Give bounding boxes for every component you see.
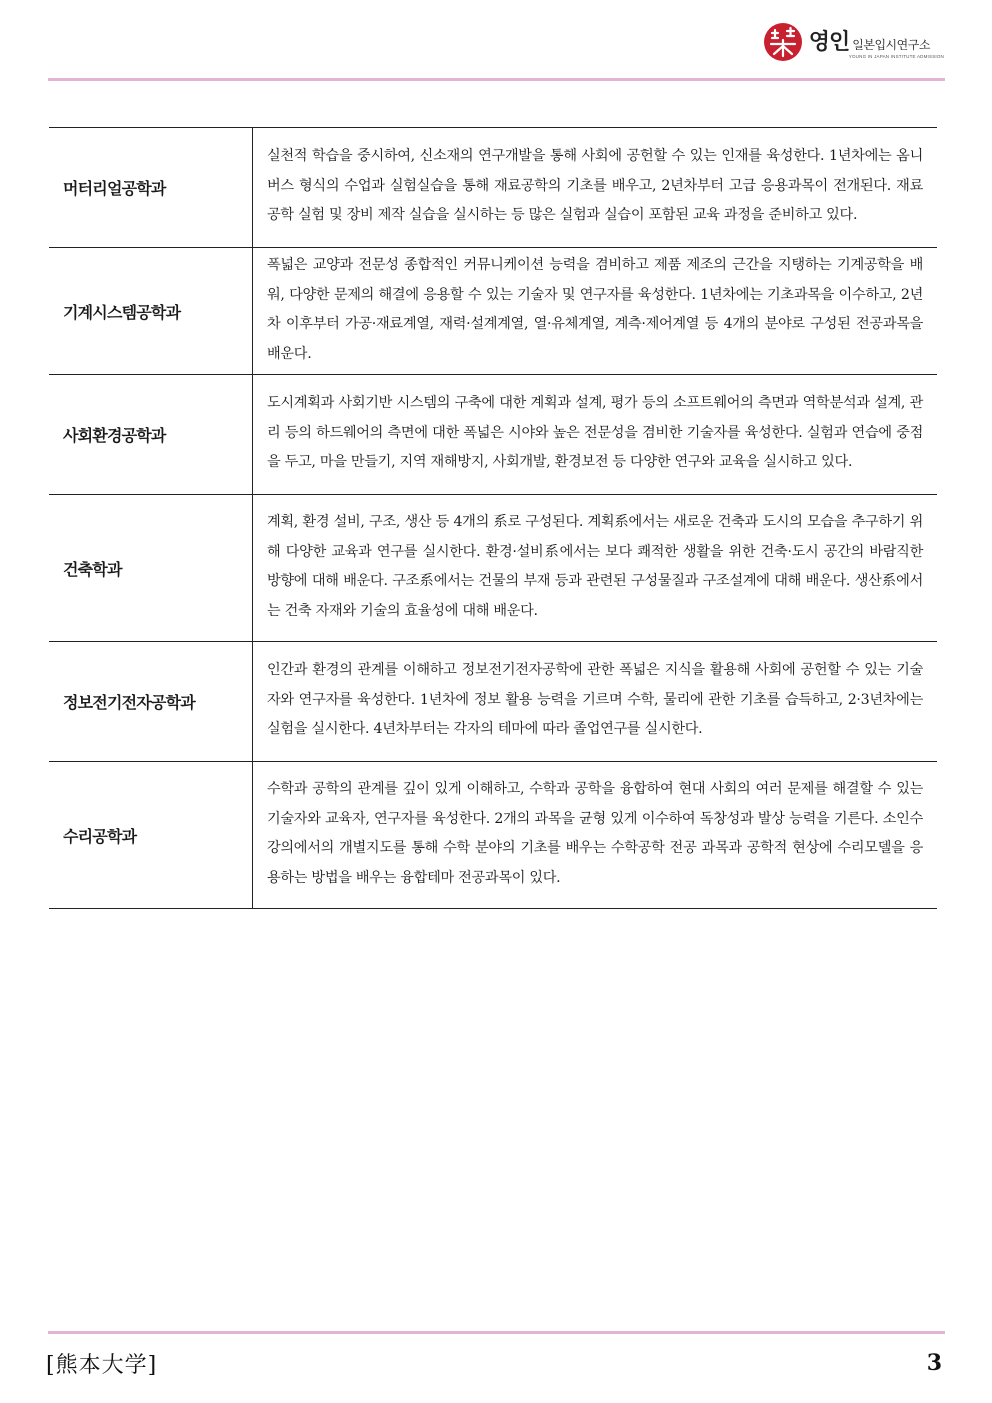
institute-logo: [763, 20, 944, 64]
department-name: 사회환경공학과: [49, 375, 253, 495]
department-table: [49, 127, 937, 909]
table-row: [49, 375, 937, 495]
department-description: 도시계획과 사회기반 시스템의 구축에 대한 계획과 설계, 평가 등의 소프트웨어의 측면과 역학분석과 설계, 관리 등의 하드웨어의 측면에 대한 폭넓은 시야와 높은 전문성을 겸비한 기술자를 육성한다. 실험과 연습에 중점을 두고, 마을 만들기, 지역 재해방지, 사회개발, 환경보전 등 다양한 연구와 교육을 실시하고 있다.: [253, 375, 938, 495]
logo-emblem-icon: [763, 22, 803, 62]
department-description: 계획, 환경 설비, 구조, 생산 등 4개의 系로 구성된다. 계획系에서는 새로운 건축과 도시의 모습을 추구하기 위해 다양한 교육과 연구를 실시한다. 환경·설비系에서는 보다 쾌적한 생활을 위한 건축·도시 공간의 바람직한 방향에 대해 배운다. 구조系에서는 건물의 부재 등과 관련된 구성물질과 구조설계에 대해 배운다. 생산系에서는 건축 자재와 기술의 효율성에 대해 배운다.: [253, 495, 938, 642]
header-divider: [48, 78, 945, 81]
logo-subtitle: 일본입시연구소: [852, 38, 930, 52]
department-description: 실천적 학습을 중시하여, 신소재의 연구개발을 통해 사회에 공헌할 수 있는 인재를 육성한다. 1년차에는 옴니버스 형식의 수업과 실험실습을 통해 재료공학의 기초를 배우고, 2년차부터 고급 응용과목이 전개된다. 재료 공학 실험 및 장비 제작 실습을 실시하는 등 많은 실험과 실습이 포함된 교육 과정을 준비하고 있다.: [253, 128, 938, 248]
table-row: [49, 762, 937, 909]
table-row: [49, 642, 937, 762]
logo-text: [809, 25, 944, 59]
footer-divider: [48, 1331, 945, 1334]
department-name: 건축학과: [49, 495, 253, 642]
table-row: [49, 128, 937, 248]
department-name: 수리공학과: [49, 762, 253, 909]
department-description: 인간과 환경의 관계를 이해하고 정보전기전자공학에 관한 폭넓은 지식을 활용해 사회에 공헌할 수 있는 기술자와 연구자를 육성한다. 1년차에 정보 활용 능력을 기르며 수학, 물리에 관한 기초를 습득하고, 2·3년차에는 실험을 실시한다. 4년차부터는 각자의 테마에 따라 졸업연구를 실시한다.: [253, 642, 938, 762]
department-description: 폭넓은 교양과 전문성 종합적인 커뮤니케이션 능력을 겸비하고 제품 제조의 근간을 지탱하는 기계공학을 배워, 다양한 문제의 해결에 응용할 수 있는 기술자 및 연구자를 육성한다. 1년차에는 기초과목을 이수하고, 2년차 이후부터 가공·재료계열, 재력·설계계열, 열·유체계열, 계측·제어계열 등 4개의 분야로 구성된 전공과목을 배운다.: [253, 248, 938, 375]
department-name: 기계시스템공학과: [49, 248, 253, 375]
logo-english-tagline: YOUNG IN JAPAN INSTITUTE ADMISSION: [848, 54, 944, 59]
page-number: 3: [926, 1350, 942, 1376]
department-name: 정보전기전자공학과: [49, 642, 253, 762]
page-header: [0, 0, 992, 80]
logo-name: 영인: [808, 30, 850, 55]
table-row: [49, 248, 937, 375]
department-name: 머터리얼공학과: [49, 128, 253, 248]
university-name: [熊本大学]: [46, 1353, 158, 1378]
department-description: 수학과 공학의 관계를 깊이 있게 이해하고, 수학과 공학을 융합하여 현대 사회의 여러 문제를 해결할 수 있는 기술자와 교육자, 연구자를 육성한다. 2개의 과목을 균형 있게 이수하여 독창성과 발상 능력을 기른다. 소인수강의에서의 개별지도를 통해 수학 분야의 기초를 배우는 수학공학 전공 과목과 공학적 현상에 수리모델을 응용하는 방법을 배우는 융합테마 전공과목이 있다.: [253, 762, 938, 909]
table-row: [49, 495, 937, 642]
